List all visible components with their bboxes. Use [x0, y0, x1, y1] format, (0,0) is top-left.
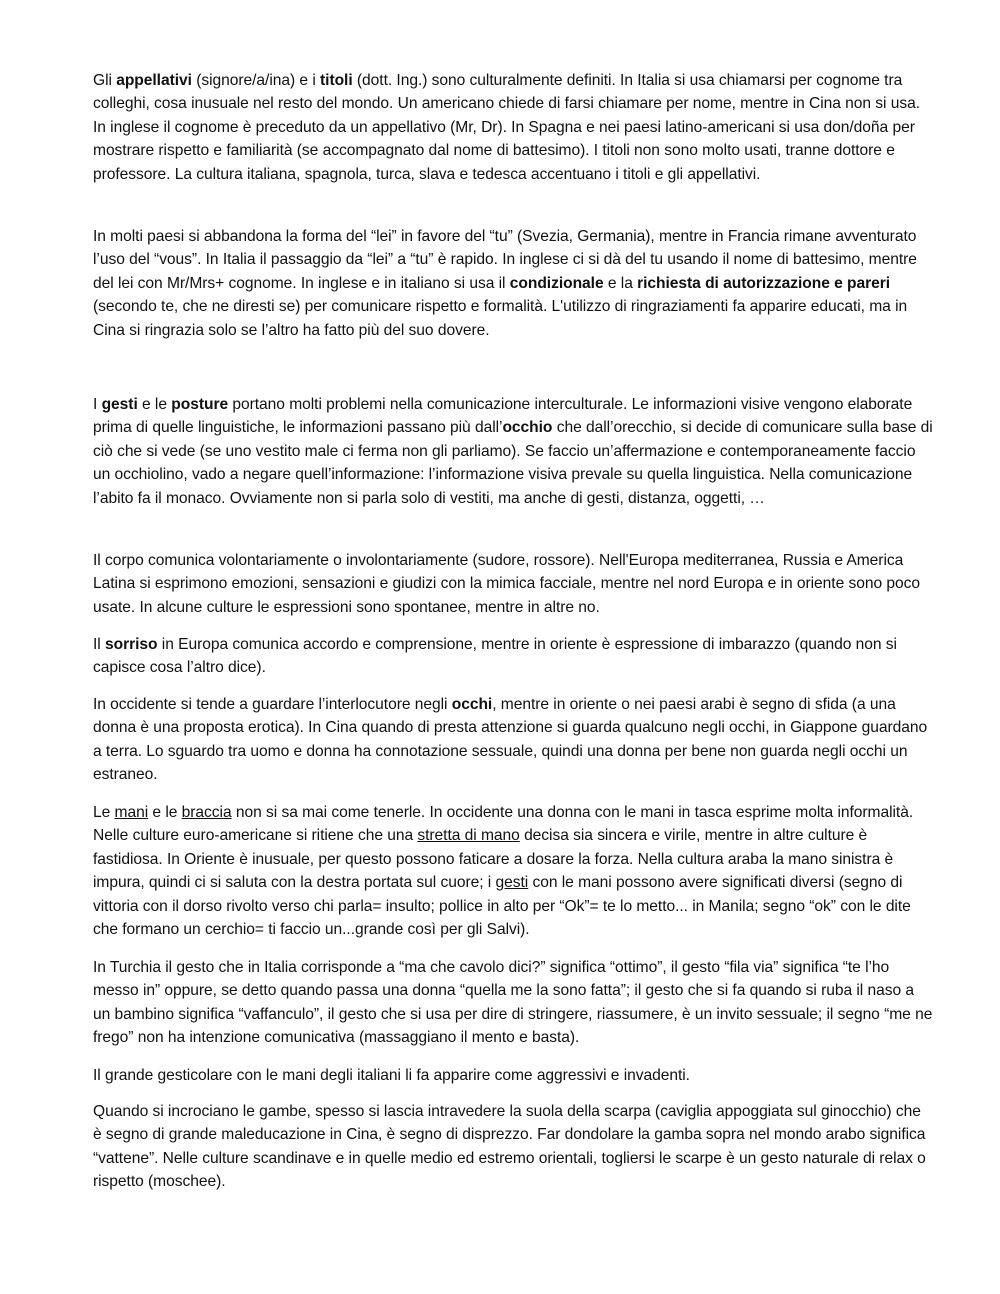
- text-run: Quando si incrociano le gambe, spesso si lascia intravedere la suola della scarpa (caviglia appoggiata sul ginocchio) che è segno di grande maleducazione in Cina, è segno di disprezzo. Far dondolare la gamba sopra nel mondo arabo significa “vattene”. Nelle culture scandinave e in quelle medio ed estremo orientali, togliersi le scarpe è un gesto naturale di relax o rispetto (moschee).: [93, 1103, 926, 1191]
- text-run: portano molti problemi nella comunicazione interculturale. Le informazioni visive vengono elaborate prima di quelle linguistiche, le informazioni passano più dall’: [93, 396, 913, 437]
- bold-term: condizionale: [509, 274, 604, 292]
- bold-term: appellativi: [116, 72, 192, 89]
- text-run: che dall’orecchio, si decide di comunicare sulla base di ciò che si vede (se uno vestito male ci ferma non gli parliamo). Se faccio un’affermazione e contemporaneamente faccio un occhiolino, vado a negare quell’informazione: l’informazione visiva prevale su quella linguistica. Nella comunicazione l’abito fa il monaco. Ovviamente non si parla solo di vestiti, ma anche di gesti, distanza, oggetti, …: [93, 419, 933, 507]
- text-run: Le: [93, 804, 115, 821]
- text-run: e la: [603, 274, 638, 292]
- bold-term: occhio: [502, 419, 553, 437]
- paragraph-mani-braccia: [93, 801, 933, 941]
- text-run: (signore/a/ina) e i: [191, 72, 321, 89]
- text-run: decisa sia sincera e virile, mentre in altre culture è fastidiosa. In Oriente è inusuale, per questo possono faticare a dosare la forza. Nella cultura araba la mano sinistra è impura, quindi ci si saluta con la destra portata sul cuore; i: [93, 827, 894, 892]
- text-run: non si sa mai come tenerle. In occidente una donna con le mani in tasca esprime molta informalità. Nelle culture euro-americane si ritiene che una: [93, 804, 914, 845]
- text-run: (secondo te, che ne diresti se) per comunicare rispetto e formalità. L'utilizzo di ringraziamenti fa apparire educati, ma in Cina si ringrazia solo se l’altro ha fatto più del suo dovere.: [93, 298, 908, 339]
- paragraph-gesticolare: [93, 1064, 933, 1087]
- text-run: Il corpo comunica volontariamente o involontariamente (sudore, rossore). Nell'Europa mediterranea, Russia e America Latina si esprimono emozioni, sensazioni e giudizi con la mimica facciale, mentre nel nord Europa e in oriente sono poco usate. In alcune culture le espressioni sono spontanee, mentre in altre no.: [93, 552, 920, 616]
- text-run: Gli: [93, 72, 117, 89]
- bold-term: sorriso: [104, 636, 158, 653]
- text-run: In Turchia il gesto che in Italia corrisponde a “ma che cavolo dici?” significa “ottimo”, il gesto “fila via” significa “te l’ho messo in” oppure, se detto quando passa una donna “quella me la sono fatta”; il gesto che si fa quando si ruba il naso a un bambino significa “vaffanculo”, il gesto che si usa per dire di stringere, riassumere, è un invito sessuale; il segno “me ne frego” non ha intenzione comunicativa (massaggiano il mento e basta).: [93, 959, 933, 1047]
- text-run: Il: [93, 636, 105, 653]
- paragraph-corpo: [93, 549, 933, 619]
- paragraph-appellativi: [93, 69, 933, 186]
- paragraph-turchia: [93, 956, 933, 1050]
- bold-term: posture: [171, 396, 229, 413]
- text-run: e le: [137, 396, 172, 413]
- text-run: in Europa comunica accordo e comprensione, mentre in oriente è espressione di imbarazzo (quando non si capisce cosa l’altro dice).: [93, 636, 897, 677]
- text-run: In occidente si tende a guardare l’interlocutore negli: [93, 696, 452, 713]
- paragraph-occhi: [93, 693, 933, 787]
- text-run: I: [93, 396, 102, 413]
- text-run: con le mani possono avere significati diversi (segno di vittoria con il dorso rivolto verso chi parla= insulto; pollice in alto per “Ok”= te lo metto... in Manila; segno “ok” con le dite che formano un cerchio= ti faccio un...grande così per gli Salvi).: [93, 874, 911, 939]
- paragraph-lei-tu: [93, 225, 933, 342]
- underlined-term: braccia: [181, 804, 232, 821]
- text-run: , mentre in oriente o nei paesi arabi è segno di sfida (a una donna è una proposta erotica). In Cina quando di presta attenzione si guarda qualcuno negli occhi, in Giappone guardano a terra. Lo sguardo tra uomo e donna ha connotazione sessuale, quindi una donna per bene non guarda negli occhi un estraneo.: [93, 696, 928, 784]
- underlined-term: gesti: [495, 874, 529, 892]
- text-run: e le: [148, 804, 182, 821]
- underlined-term: mani: [114, 804, 149, 821]
- text-run: (dott. Ing.) sono culturalmente definiti. In Italia si usa chiamarsi per cognome tra colleghi, cosa inusuale nel resto del mondo. Un americano chiede di farsi chiamare per nome, mentre in Cina non si usa. In inglese il cognome è preceduto da un appellativo (Mr, Dr). In Spagna e nei paesi latino-americani si usa don/doña per mostrare rispetto e familiarità (se accompagnato dal nome di battesimo). I titoli non sono molto usati, tranne dottore e professore. La cultura italiana, spagnola, turca, slava e tedesca accentuano i titoli e gli appellativi.: [93, 72, 921, 183]
- bold-term: occhi: [451, 696, 493, 713]
- bold-term: gesti: [101, 396, 138, 413]
- bold-term: richiesta di autorizzazione e pareri: [637, 274, 891, 292]
- paragraph-gambe-scarpe: [93, 1100, 933, 1194]
- underlined-term: stretta di mano: [417, 827, 520, 845]
- text-run: In molti paesi si abbandona la forma del “lei” in favore del “tu” (Svezia, Germania), mentre in Francia rimane avventurato l’uso del “vous”. In Italia il passaggio da “lei” a “tu” è rapido. In inglese ci si dà del tu usando il nome di battesimo, mentre del lei con Mr/Mrs+ cognome. In inglese e in italiano si usa il: [93, 228, 917, 292]
- paragraph-sorriso: [93, 633, 933, 680]
- text-run: Il grande gesticolare con le mani degli italiani li fa apparire come aggressivi e invadenti.: [93, 1067, 690, 1084]
- paragraph-gesti-posture: [93, 393, 933, 510]
- bold-term: titoli: [320, 72, 353, 89]
